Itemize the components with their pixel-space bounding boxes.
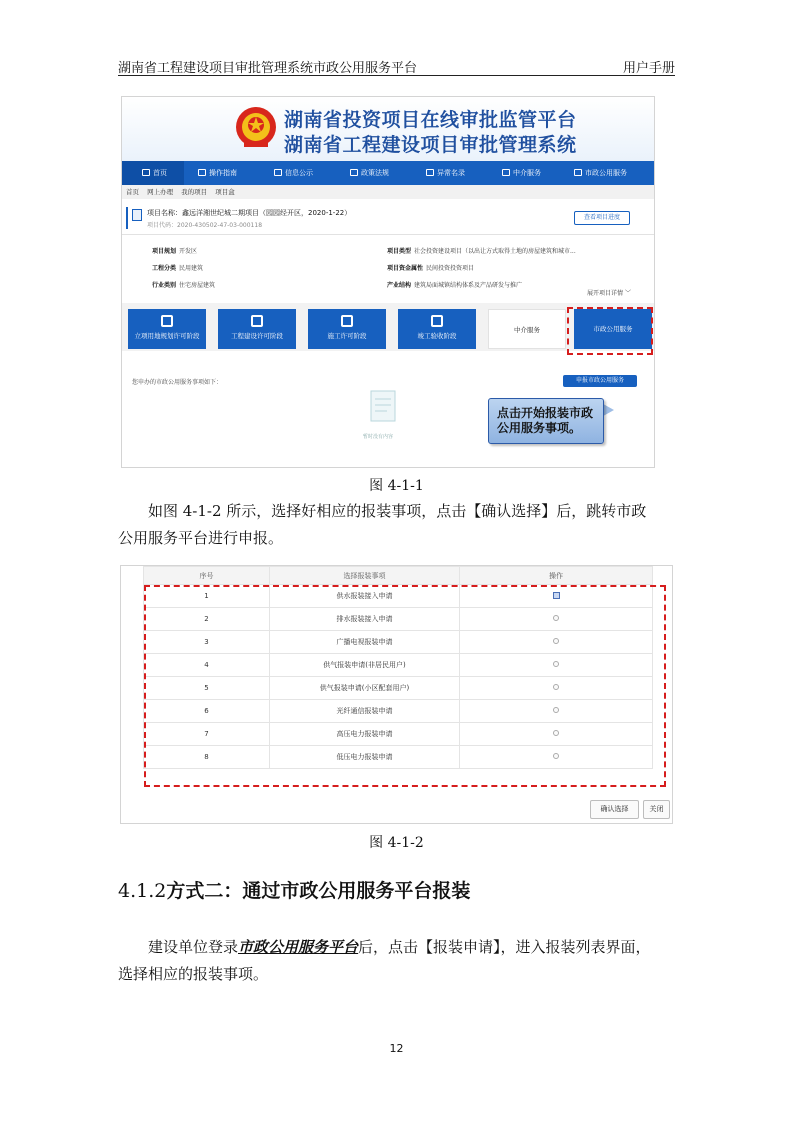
nav-item-municipal[interactable]: 市政公用服务: [574, 161, 627, 185]
page-number: 12: [389, 1042, 404, 1055]
nav-item-abnormal-list[interactable]: 异常名录: [426, 161, 465, 185]
paragraph-1: [118, 498, 675, 552]
tile-municipal[interactable]: 市政公用服务: [574, 309, 652, 349]
heart-icon: [574, 169, 582, 176]
col-header-no: 序号: [144, 567, 270, 585]
project-name: 项目名称：鑫远洋湘世纪城二期项目（园园经开区，2020-1-22）: [147, 209, 352, 217]
paragraph-2: 建设单位登录市政公用服务平台后，点击【报装申请】，进入报装列表界面， 选择相应的报装事项。: [118, 934, 675, 988]
table-row: 2 排水报装接入申请: [144, 608, 653, 631]
nav-item-agency[interactable]: 中介服务: [502, 161, 541, 185]
truck-icon: [341, 315, 353, 327]
running-header-doc-type: 用户手册: [622, 61, 675, 76]
flag-icon: [198, 169, 206, 176]
home-icon: [142, 169, 150, 176]
info-icon: [502, 169, 510, 176]
check-icon: [431, 315, 443, 327]
tile-land-planning[interactable]: 立项用地规划许可阶段: [128, 309, 206, 349]
banner-title-1: 湖南省投资项目在线审批监管平台: [284, 109, 577, 131]
section-number: 4.1.2: [118, 880, 167, 902]
tile-agency[interactable]: 中介服务: [488, 309, 566, 349]
info-field-industry: 行业类别 住宅房屋建筑: [152, 282, 216, 289]
service-list-hint: 您申办的市政公用服务事项如下：: [132, 379, 223, 386]
users-icon: [426, 169, 434, 176]
table-row: 1 供水报装接入申请: [144, 585, 653, 608]
site-banner: [122, 97, 654, 161]
banner-title-2: 湖南省工程建设项目审批管理系统: [284, 134, 577, 156]
gear-icon: [251, 315, 263, 327]
highlight-frame-municipal: [567, 307, 653, 355]
nav-item-public-info[interactable]: 信息公示: [274, 161, 313, 185]
breadcrumb-my-projects[interactable]: 我的项目: [181, 188, 208, 196]
info-field-type: 项目类型 社会投资建设项目（以出让方式取得土地的房屋建筑和城市...: [387, 248, 576, 255]
paragraph-2-line-2: 选择相应的报装事项。: [118, 965, 269, 983]
nav-item-home[interactable]: 首页: [122, 161, 184, 185]
info-field-fund: 项目资金属性 民间投资投资项目: [387, 265, 475, 272]
empty-state-label: 暂时没有内容: [363, 434, 394, 440]
paragraph-1-line-2: 公用服务平台进行申报。: [118, 529, 284, 547]
close-button[interactable]: 关闭: [643, 800, 670, 819]
table-row: 4 供气报装申请(非居民用户): [144, 654, 653, 677]
nav-item-guide[interactable]: 操作指南: [198, 161, 237, 185]
breadcrumb: [122, 185, 654, 199]
col-header-item: 选择报装事项: [270, 567, 460, 585]
national-emblem-icon: [234, 105, 278, 151]
empty-document-icon: [365, 389, 401, 429]
tile-building-permit[interactable]: 施工许可阶段: [308, 309, 386, 349]
book-icon: [350, 169, 358, 176]
section-title: 方式二：通过市政公用服务平台报装: [166, 880, 471, 902]
table-row: 8 低压电力报装申请: [144, 746, 653, 769]
chevron-down-icon: ﹀: [624, 290, 631, 297]
paragraph-1-line-1: 如图 4-1-2 所示，选择好相应的报装事项，点击【确认选择】后，跳转市政: [148, 502, 647, 520]
expand-details-link[interactable]: 展开项目详情 ﹀: [587, 290, 631, 297]
info-field-category: 工程分类 民用建筑: [152, 265, 204, 272]
view-progress-button[interactable]: 查看项目进度: [574, 211, 630, 225]
main-nav: [122, 161, 654, 185]
info-field-structure: 产业结构 建筑局面城镇结构体系及产品研发与推广: [387, 282, 523, 289]
info-field-plan: 项目规划 开发区: [152, 248, 198, 255]
nav-item-policy[interactable]: 政策法规: [350, 161, 389, 185]
figure-caption-1: 图 4-1-1: [369, 478, 424, 494]
running-header-title: 湖南省工程建设项目审批管理系统市政公用服务平台: [118, 61, 418, 76]
tile-construction-permit[interactable]: 工程建设许可阶段: [218, 309, 296, 349]
table-row: 5 供气报装申请(小区配套用户): [144, 677, 653, 700]
callout-line-2: 公用服务事项。: [497, 421, 582, 435]
document-icon: [274, 169, 282, 176]
running-header: [118, 54, 675, 76]
tile-completion[interactable]: 竣工验收阶段: [398, 309, 476, 349]
col-header-action: 操作: [460, 567, 653, 585]
table-row: 6 光纤通信报装申请: [144, 700, 653, 723]
highlight-frame-table: [144, 585, 666, 787]
project-document-icon: [132, 209, 142, 221]
callout-line-1: 点击开始报装市政: [497, 406, 594, 420]
table-row: 7 高压电力报装申请: [144, 723, 653, 746]
figure-4-1-2-screenshot: [120, 565, 673, 824]
breadcrumb-project-box[interactable]: 项目盒: [215, 188, 235, 196]
breadcrumb-online[interactable]: 网上办理: [147, 188, 174, 196]
document-icon: [161, 315, 173, 327]
callout-bubble: [488, 398, 604, 444]
project-header: [122, 199, 654, 235]
accent-bar: [126, 207, 128, 229]
section-heading: [118, 876, 470, 903]
apply-municipal-button[interactable]: 申报市政公用服务: [563, 375, 637, 387]
municipal-platform-link[interactable]: 市政公用服务平台: [238, 938, 359, 956]
breadcrumb-home[interactable]: 首页: [126, 188, 139, 196]
confirm-selection-button[interactable]: 确认选择: [590, 800, 639, 819]
project-code: 项目代码：2020-430502-47-03-000118: [147, 222, 263, 229]
figure-caption-2: 图 4-1-2: [369, 835, 424, 851]
table-row: 3 广播电视报装申请: [144, 631, 653, 654]
